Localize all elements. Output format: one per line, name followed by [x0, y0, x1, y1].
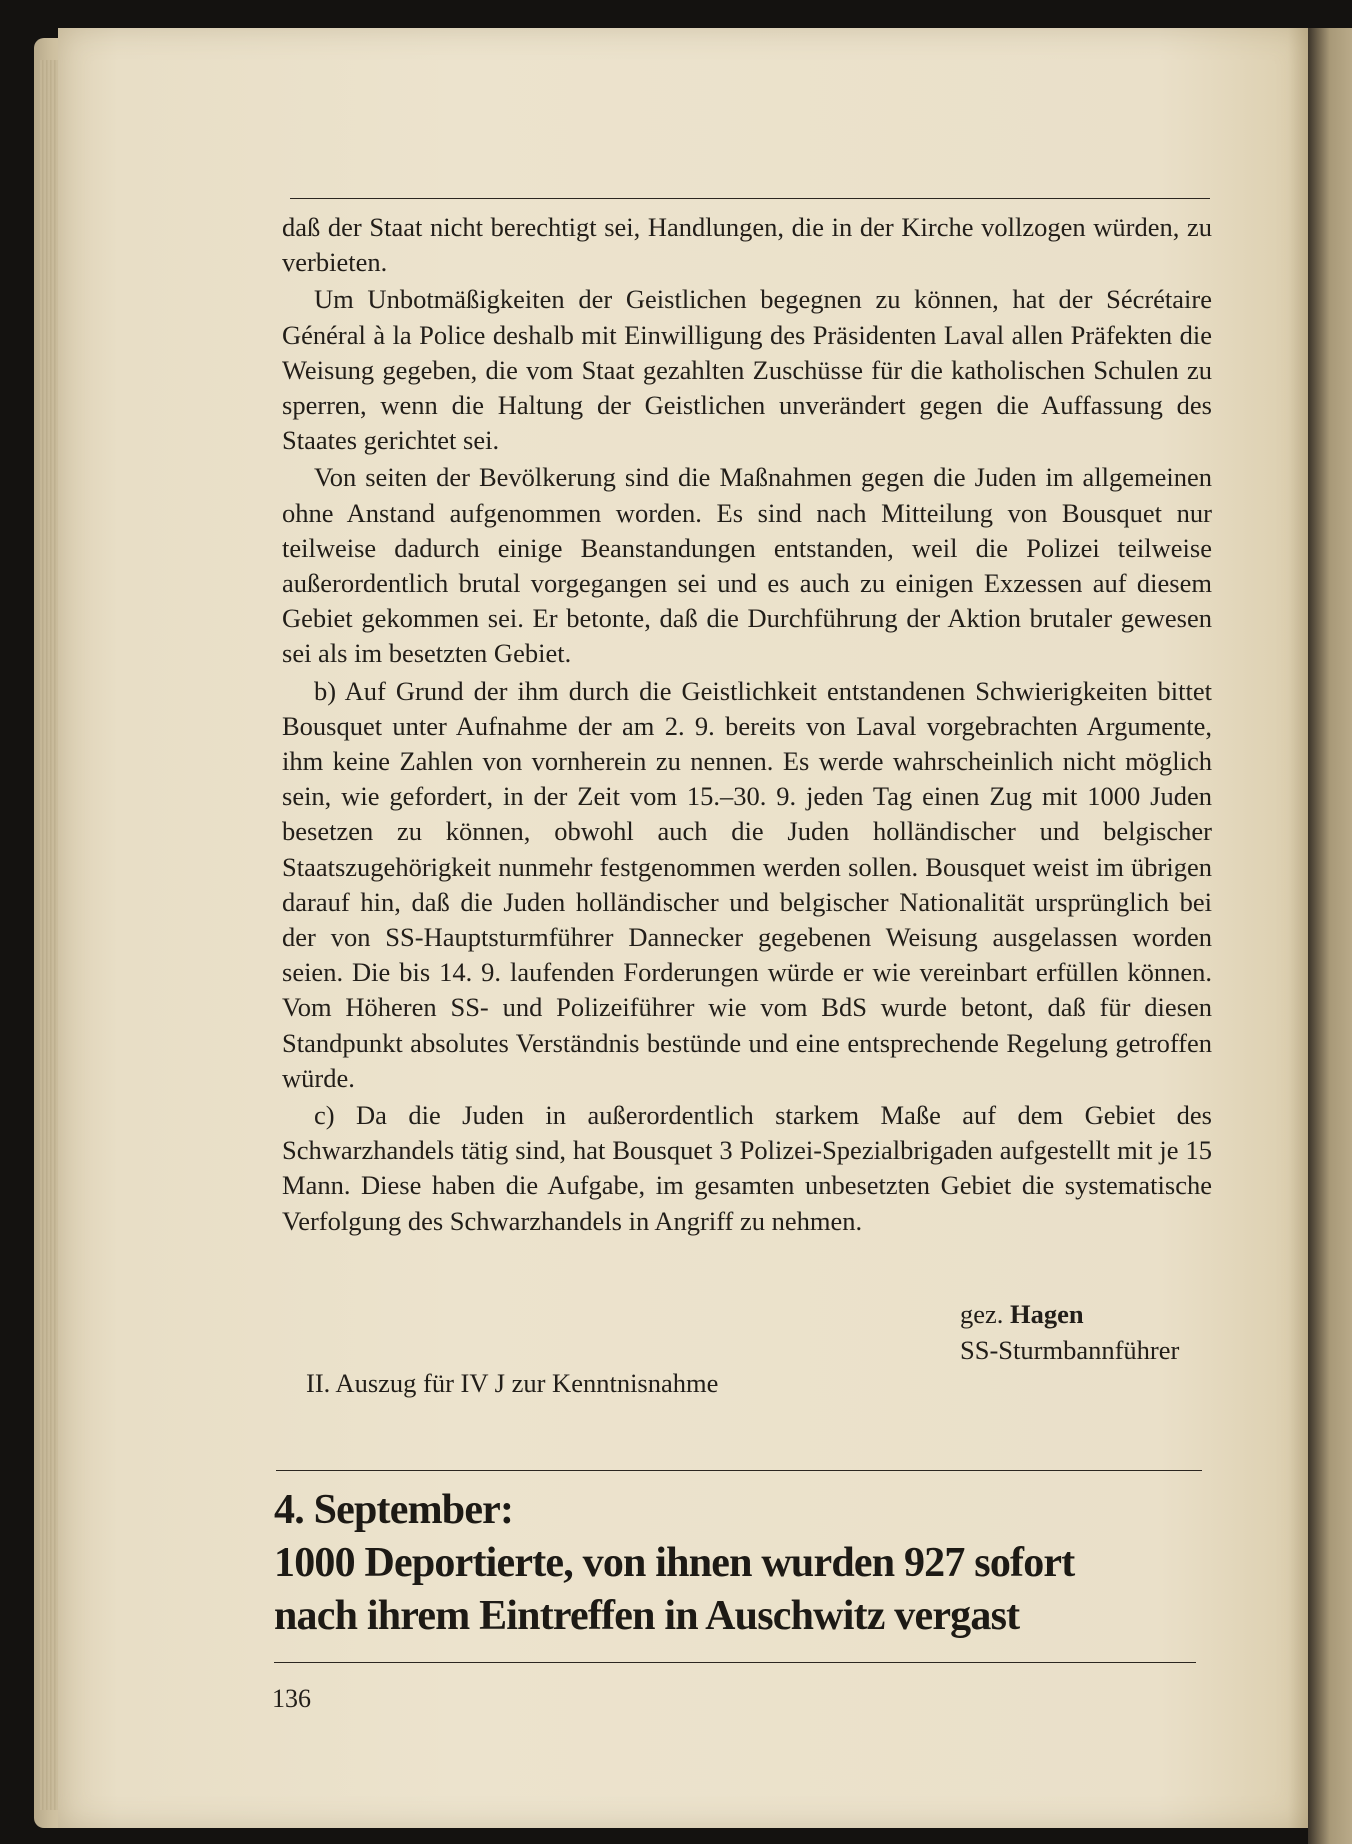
paragraph: Von seiten der Bevölkerung sind die Maßnahmen gegen die Juden im allgemeinen ohne Anstand aufgenommen worden. Es sind nach Mitteilung von Bousquet nur teilweise dadurch einige Beanstandungen entstanden, weil die Polizei teilweise außerordentlich brutal vorgegangen sei und es auch zu einigen Exzessen auf diesem Gebiet gekommen sei. Er betonte, daß die Durchführung der Aktion brutaler gewesen sei als im besetzten Gebiet.: [282, 462, 1212, 669]
signature-prefix: gez.: [960, 1299, 1011, 1329]
heading-date: 4. September:: [274, 1487, 514, 1533]
paragraph: Um Unbotmäßigkeiten der Geistlichen begegnen zu können, hat der Sécrétaire Général à la Police deshalb mit Einwilligung des Präsidenten Laval allen Präfekten die Weisung gegeben, die vom Staat gezahlten Zuschüsse für die katholischen Schulen zu sperren, wenn die Haltung der Geistlichen unverändert gegen die Auffassung des Staates gerichtet sei.: [282, 284, 1212, 456]
page-number: 136: [272, 1684, 311, 1713]
signature-rank: SS-Sturmbannführer: [960, 1335, 1180, 1365]
paragraph: daß der Staat nicht berechtigt sei, Handlungen, die in der Kirche vollzogen würden, zu verbieten.: [282, 212, 1212, 278]
paragraph: b) Auf Grund der ihm durch die Geistlichkeit entstandenen Schwierigkeiten bittet Bousquet unter Aufnahme der am 2. 9. bereits von Laval vorgebrachten Argumente, ihm keine Zahlen von vornherein zu nennen. Es werde wahrscheinlich nicht möglich sein, wie gefordert, in der Zeit vom 15.–30. 9. jeden Tag einen Zug mit 1000 Juden besetzen zu können, obwohl auch die Juden holländischer und belgischer Staatszugehörigkeit nunmehr festgenommen werden sollen. Bousquet weist im übrigen darauf hin, daß die Juden holländischer und belgischer Nationalität ursprünglich bei der von SS-Hauptsturmführer Dannecker gegebenen Weisung ausgelassen worden seien. Die bis 14. 9. laufenden Forderungen würde er wie vereinbart erfüllen können. Vom Höheren SS- und Polizeiführer wie vom BdS wurde betont, daß für diesen Standpunkt absolutes Verständnis bestünde und eine entsprechende Regelung getroffen würde.: [282, 675, 1212, 1093]
heading-top-rule: [276, 1470, 1202, 1471]
paragraph: c) Da die Juden in außerordentlich starkem Maße auf dem Gebiet des Schwarzhandels tätig sind, hat Bousquet 3 Polizei-Spezialbrigaden aufgestellt mit je 15 Mann. Diese haben die Aufgabe, im gesamten unbesetzten Gebiet die systematische Verfolgung des Schwarzhandels in Angriff zu nehmen.: [282, 1100, 1212, 1236]
distribution-note: II. Auszug für IV J zur Kenntnisnahme: [306, 1368, 719, 1398]
heading-line: 1000 Deportierte, von ihnen wurden 927 sofort: [274, 1540, 1075, 1586]
signature-name: Hagen: [1010, 1299, 1084, 1329]
heading-bottom-rule: [274, 1662, 1196, 1663]
top-rule: [290, 198, 1210, 199]
facing-page-edge: [1308, 28, 1352, 1844]
heading-line: nach ihrem Eintreffen in Auschwitz vergast: [274, 1593, 1020, 1639]
section-heading: [274, 1484, 1234, 1643]
signature-block: [960, 1296, 1179, 1368]
body-text: [282, 210, 1212, 1239]
